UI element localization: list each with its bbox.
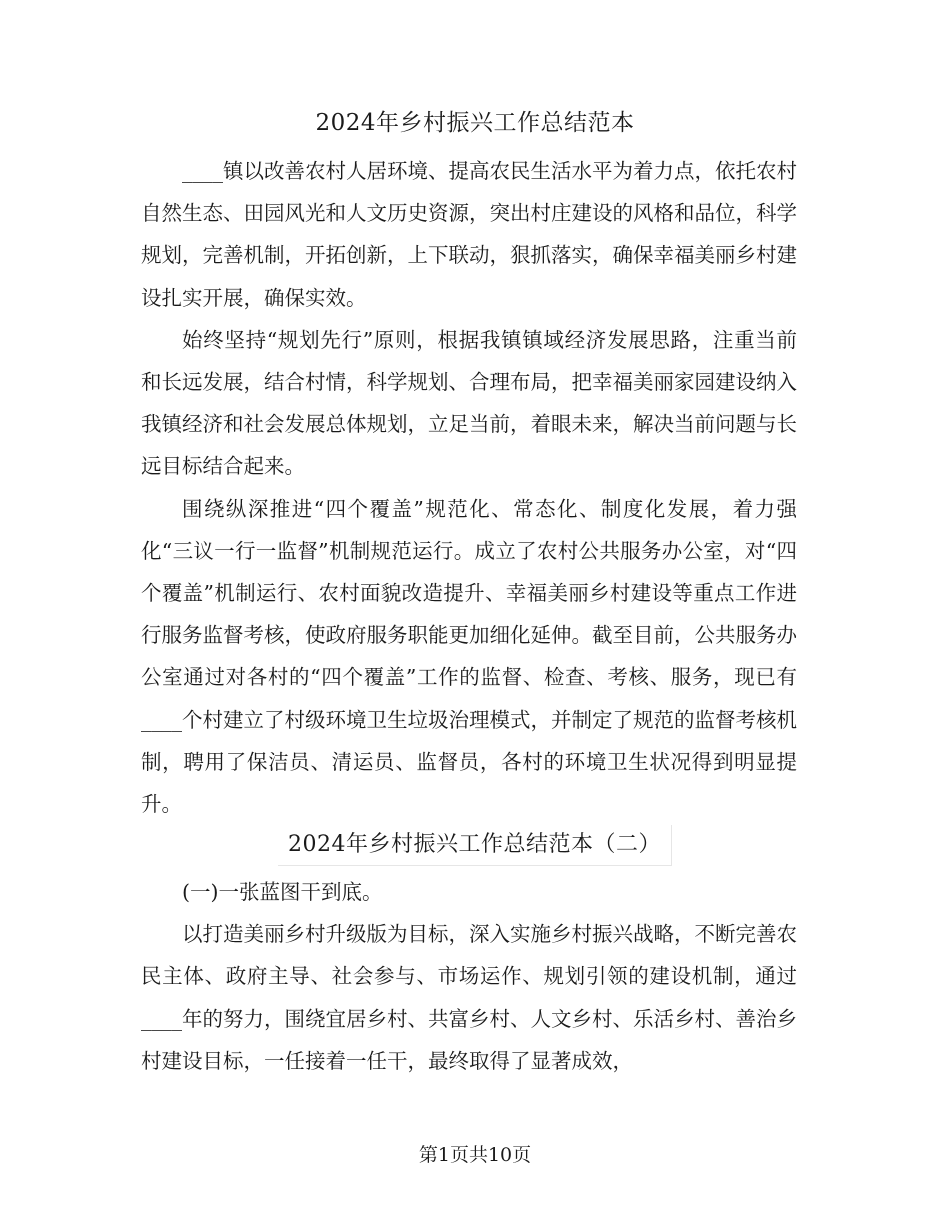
page-number: 第1页共10页 xyxy=(418,1144,532,1166)
document-title: 2024年乡村振兴工作总结范本 xyxy=(315,110,635,136)
paragraph: ____镇以改善农村人居环境、提高农民生活水平为着力点，依托农村自然生态、田园风光和人文历史资源，突出村庄建设的风格和品位，科学规划，完善机制，开拓创新，上下联动，狠抓落实，确保幸福美丽乡村建设扎实开展，确保实效。 xyxy=(141,159,797,310)
section-2-body xyxy=(141,871,797,1082)
paragraph: 始终坚持“规划先行”原则，根据我镇镇域经济发展思路，注重当前和长远发展，结合村情，科学规划、合理布局，把幸福美丽家园建设纳入我镇经济和社会发展总体规划，立足当前，着眼未来，解决当前问题与长远目标结合起来。 xyxy=(141,327,797,479)
section-2-title: 2024年乡村振兴工作总结范本（二） xyxy=(278,825,672,866)
paragraph: 以打造美丽乡村升级版为目标，深入实施乡村振兴战略，不断完善农民主体、政府主导、社会参与、市场运作、规划引领的建设机制，通过____年的努力，围绕宜居乡村、共富乡村、人文乡村、乐活乡村、善治乡村建设目标，一任接着一任干，最终取得了显著成效， xyxy=(141,922,797,1073)
section-1-body xyxy=(141,150,797,825)
paragraph: 围绕纵深推进“四个覆盖”规范化、常态化、制度化发展，着力强化“三议一行一监督”机制规范运行。成立了农村公共服务办公室，对“四个覆盖”机制运行、农村面貌改造提升、幸福美丽乡村建设等重点工作进行服务监督考核，使政府服务职能更加细化延伸。截至目前，公共服务办公室通过对各村的“四个覆盖”工作的监督、检查、考核、服务，现已有____个村建立了村级环境卫生垃圾治理模式，并制定了规范的监督考核机制，聘用了保洁员、清运员、监督员，各村的环境卫生状况得到明显提升。 xyxy=(141,496,797,817)
paragraph: (一)一张蓝图干到底。 xyxy=(182,880,383,904)
section-2-heading-wrap xyxy=(0,825,950,866)
